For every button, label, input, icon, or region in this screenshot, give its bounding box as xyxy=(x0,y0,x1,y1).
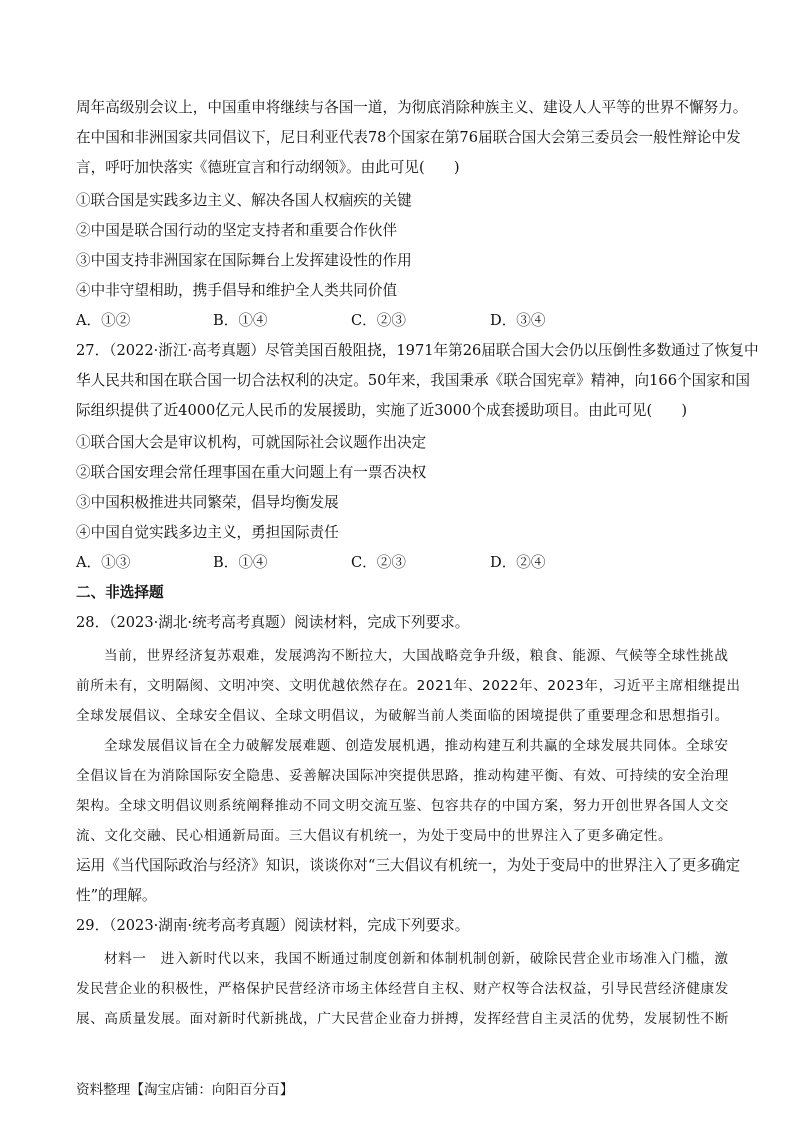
q28-material-line-1: 当前，世界经济复苏艰难，发展鸿沟不断拉大，大国战略竞争升级，粮食、能源、气候等全球性挑战 xyxy=(104,648,729,664)
q28-material-line-6: 架构。全球文明倡议则系统阐释推动不同文明交流互鉴、包容共存的中国方案，努力开创世界各国人文交 xyxy=(76,798,729,814)
q26-statement-1: ①联合国是实践多边主义、解决各国人权痼疾的关键 xyxy=(76,192,412,209)
q26-option-c: C．②③ xyxy=(351,312,406,329)
q26-statement-3: ③中国支持非洲国家在国际舞台上发挥建设性的作用 xyxy=(76,252,412,269)
q29-header: 29．（2023·湖南·统考高考真题）阅读材料，完成下列要求。 xyxy=(76,917,470,934)
q27-option-b: B．①④ xyxy=(213,554,268,571)
q27-statement-4: ④中国自觉实践多边主义，勇担国际责任 xyxy=(76,524,339,541)
q29-material-line-1: 材料一 进入新时代以来，我国不断通过制度创新和体制机制创新，破除民营企业市场准入门槛，激 xyxy=(104,951,729,967)
q28-material-line-5: 全倡议旨在为消除国际安全隐患、妥善解决国际冲突提供思路，推动构建平衡、有效、可持续的安全治理 xyxy=(76,768,729,784)
q28-question-line-2: 性”的理解。 xyxy=(76,887,157,904)
q26-text-line-3: 言，呼吁加快落实《德班宣言和行动纲领》。由此可见( ) xyxy=(76,159,460,176)
q26-text-line-1: 周年高级别会议上，中国重申将继续与各国一道，为彻底消除种族主义、建设人人平等的世界不懈努力。 xyxy=(76,99,748,116)
q26-option-d: D．③④ xyxy=(490,312,546,329)
q28-material-line-3: 全球发展倡议、全球安全倡议、全球文明倡议，为破解当前人类面临的困境提供了重要理念和思想指引。 xyxy=(76,708,729,724)
q28-material-line-7: 流、文化交融、民心相通新局面。三大倡议有机统一，为处于变局中的世界注入了更多确定性。 xyxy=(76,828,673,844)
q26-option-b: B．①④ xyxy=(213,312,268,329)
page-footer: 资料整理【淘宝店铺：向阳百分百】 xyxy=(76,1082,294,1098)
q29-material-line-2: 发民营企业的积极性，严格保护民营经济市场主体经营自主权、财产权等合法权益，引导民营经济健康发 xyxy=(76,981,729,997)
q26-statement-4: ④中非守望相助，携手倡导和维护全人类共同价值 xyxy=(76,282,398,299)
q28-material-line-4: 全球发展倡议旨在全力破解发展难题、创造发展机遇，推动构建互利共赢的全球发展共同体。全球安 xyxy=(104,738,729,754)
q27-option-a: A．①③ xyxy=(76,554,131,571)
q27-option-c: C．②③ xyxy=(351,554,406,571)
q26-option-a: A．①② xyxy=(76,312,131,329)
q27-text-line-1: 27．（2022·浙江·高考真题）尽管美国百般阻挠，1971年第26届联合国大会仍以压倒性多数通过了恢复中 xyxy=(76,342,759,359)
q27-text-line-2: 华人民共和国在联合国一切合法权利的决定。50年来，我国秉承《联合国宪章》精神，向166个国家和国 xyxy=(76,372,750,389)
q26-text-line-2: 在中国和非洲国家共同倡议下，尼日利亚代表78个国家在第76届联合国大会第三委员会一般性辩论中发 xyxy=(76,129,741,146)
q28-header: 28．（2023·湖北·统考高考真题）阅读材料，完成下列要求。 xyxy=(76,614,470,631)
q27-statement-3: ③中国积极推进共同繁荣，倡导均衡发展 xyxy=(76,494,339,511)
q29-material-line-3: 展、高质量发展。面对新时代新挑战，广大民营企业奋力拼搏，发挥经营自主灵活的优势，发展韧性不断 xyxy=(76,1011,729,1027)
q27-text-line-3: 际组织提供了近4000亿元人民币的发展援助，实施了近3000个成套援助项目。由此可见( ) xyxy=(76,402,688,419)
q28-question-line-1: 运用《当代国际政治与经济》知识，谈谈你对“三大倡议有机统一，为处于变局中的世界注入了更多确定 xyxy=(76,857,741,874)
q28-material-line-2: 前所未有，文明隔阂、文明冲突、文明优越依然存在。2021年、2022年、2023年，习近平主席相继提出 xyxy=(76,678,741,694)
q26-statement-2: ②中国是联合国行动的坚定支持者和重要合作伙伴 xyxy=(76,222,398,239)
q27-statement-1: ①联合国大会是审议机构，可就国际社会议题作出决定 xyxy=(76,434,427,451)
section-heading: 二、非选择题 xyxy=(76,584,164,601)
q27-statement-2: ②联合国安理会常任理事国在重大问题上有一票否决权 xyxy=(76,464,427,481)
q27-option-d: D．②④ xyxy=(490,554,546,571)
